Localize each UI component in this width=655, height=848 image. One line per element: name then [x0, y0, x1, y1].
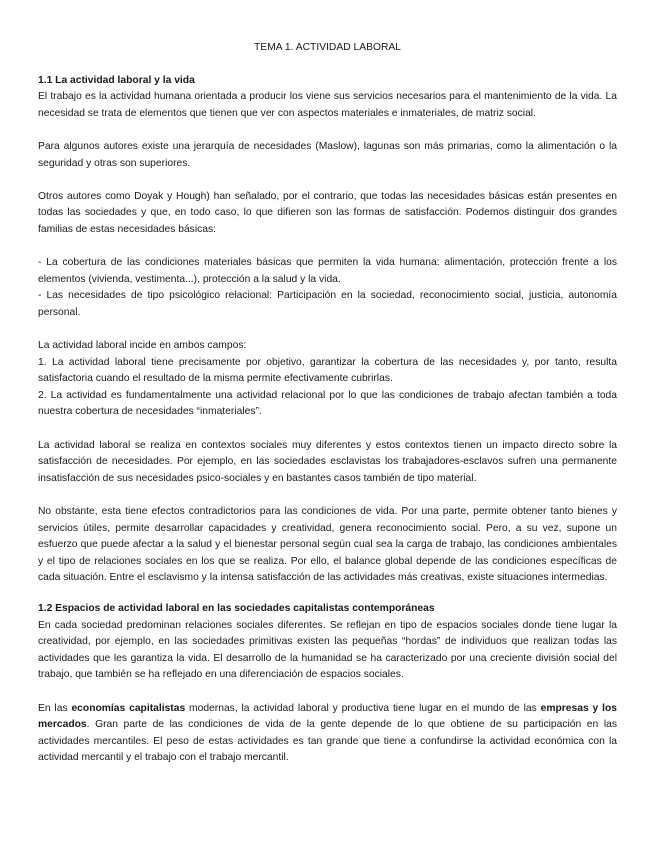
- list-item: - Las necesidades de tipo psicológico relacional: Participación en la sociedad, reconocimiento social, justicia, autonomía personal.: [38, 290, 617, 318]
- text-run: . Gran parte de las condiciones de vida de la gente depende de lo que obtiene de su participación en las actividades mercantiles. El peso de estas actividades es tan grande que tiene a confundirse la actividad económica con la actividad mercantil y el trabajo con el trabajo mercantil.: [38, 719, 617, 764]
- text-run: modernas, la actividad laboral y productiva tiene lugar en el mundo de las: [185, 702, 541, 714]
- paragraph: La actividad laboral incide en ambos campos:: [38, 340, 247, 352]
- paragraph: Para algunos autores existe una jerarquía de necesidades (Maslow), lagunas son más primarias, como la alimentación o la seguridad y otras son superiores.: [38, 140, 617, 169]
- emphasis-empresas-mercados: empresas y los mercados: [38, 702, 617, 731]
- emphasis-economias-capitalistas: economías capitalistas: [71, 702, 186, 714]
- paragraph-with-emphasis: [38, 701, 617, 767]
- paragraph: Otros autores como Doyak y Hough) han señalado, por el contrario, que todas las necesidades básicas están presentes en todas las sociedades y que, en todo caso, lo que difieren son las formas de satisfacción. Podemos distinguir dos grandes familias de estas necesidades básicas:: [38, 190, 617, 235]
- paragraph: La actividad laboral se realiza en contextos sociales muy diferentes y estos contextos tienen un impacto directo sobre la satisfacción de necesidades. Por ejemplo, en las sociedades esclavistas los trabajadores-esclavos sufren una permanente insatisfacción de sus necesidades psico-sociales y en bastantes casos también de tipo material.: [38, 439, 617, 484]
- document-title: TEMA 1. ACTIVIDAD LABORAL: [253, 42, 402, 53]
- text-run: En las: [38, 702, 72, 714]
- list-item: - La cobertura de las condiciones materiales básicas que permiten la vida humana: alimentación, protección frente a los elementos (vivienda, vestimenta...), protección a la salud y la vida.: [38, 257, 617, 285]
- numbered-item: 1. La actividad laboral tiene precisamente por objetivo, garantizar la cobertura de las necesidades y, por tanto, resulta satisfactoria cuando el resultado de la misma permite efectivamente cubrirlas.: [38, 356, 617, 385]
- section-heading-1-1: 1.1 La actividad laboral y la vida: [38, 74, 195, 86]
- document-page: [38, 40, 617, 767]
- section-heading-1-2: 1.2 Espacios de actividad laboral en las sociedades capitalistas contemporáneas: [38, 603, 435, 614]
- paragraph: El trabajo es la actividad humana orientada a producir los viene sus servicios necesarios para el mantenimiento de la vida. La necesidad se trata de elementos que tienen que ver con aspectos materiales e inmateriales, de matriz social.: [38, 91, 617, 119]
- numbered-item: 2. La actividad es fundamentalmente una actividad relacional por lo que las condiciones de trabajo afectan también a toda nuestra cobertura de necesidades “inmateriales”.: [38, 389, 617, 418]
- paragraph: No obstante, esta tiene efectos contradictorios para las condiciones de vida. Por una parte, permite obtener tanto bienes y servicios útiles, permite desarrollar capacidades y creatividad, genera reconocimiento social. Pero, a su vez, supone un esfuerzo que puede afectar a la salud y el bienestar personal según cual sea la carga de trabajo, las condiciones ambientales y el tipo de relaciones sociales en los que se realiza. Por ello, el balance global depende de las condiciones específicas de cada situación. Entre el esclavismo y la intensa satisfacción de las actividades más creativas, existe situaciones intermedias.: [38, 506, 617, 584]
- paragraph: En cada sociedad predominan relaciones sociales diferentes. Se reflejan en tipo de espacios sociales donde tiene lugar la creatividad, por ejemplo, en las sociedades primitivas existen las pequeñas “hordas” de individuos que realizan todas las actividades que les garantiza la vida. El desarrollo de la humanidad se ha caracterizado por una creciente división social del trabajo, que también se ha reflejado en una diferenciación de espacios sociales.: [38, 619, 617, 681]
